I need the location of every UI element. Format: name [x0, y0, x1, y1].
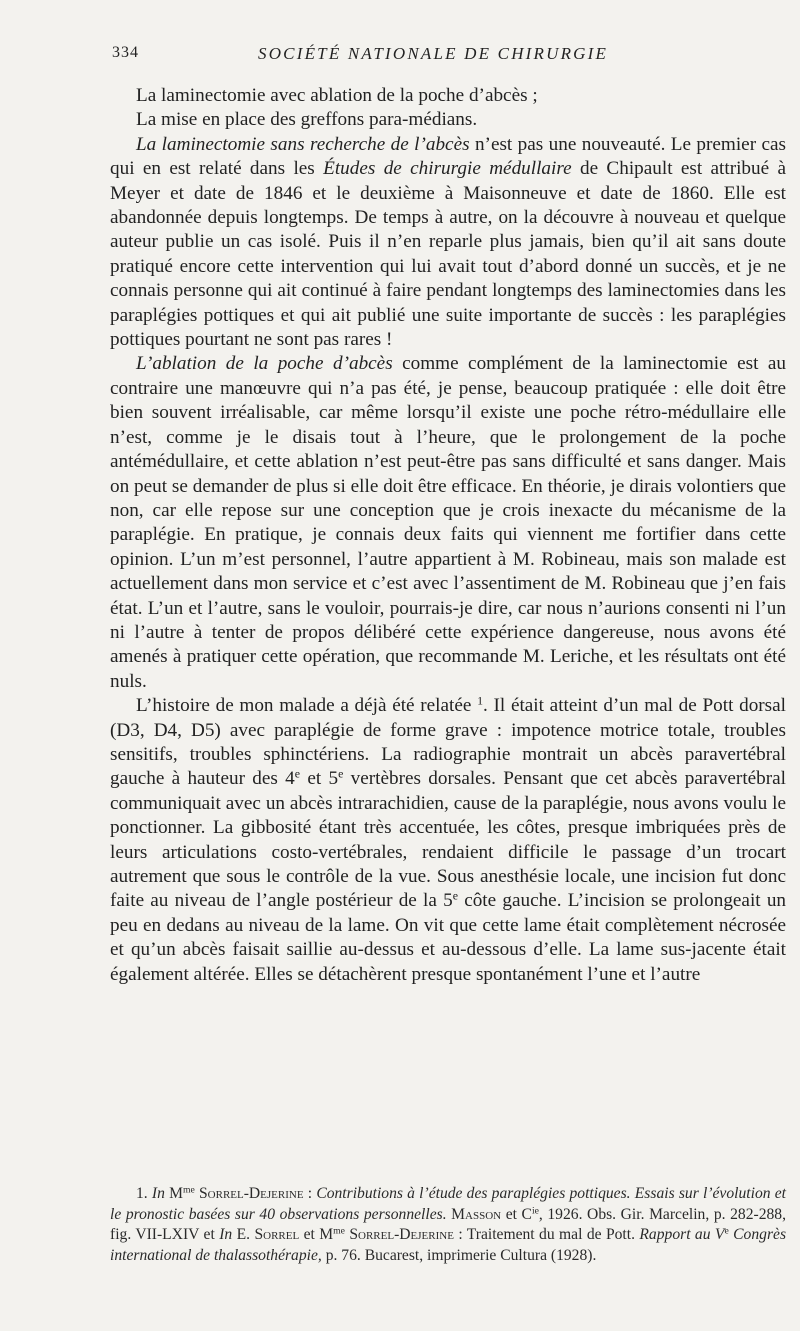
text-run: comme complément de la laminectomie est au contraire une manœuvre qui n’a pas été, je pense, beaucoup pratiquée : elle doit être bien souvent irréalisable, car même lorsqu’il existe une poche rétro-médullaire elle n’est, comme je le disais tout à l’heure, que le prolongement de la poche antémédullaire, et cette ablation n’est peut-être pas sans difficulté et sans danger. Mais on peut se demander de plus si elle doit être efficace. En théorie, je dirais volontiers que non, car elle repose sur une conception que je crois inexacte du mécanisme de la paraplégie. En pratique, je connais deux faits qui viennent me fortifier dans cette opinion. L’un m’est personnel, l’autre appartient à M. Robineau, mais son malade est actuellement dans mon service et c’est avec l’assentiment de M. Robineau que j’en fais état. L’un et l’autre, sans le vouloir, pourrais-je dire, car nous n’aurions consenti ni l’un ni l’autre à tenter de propos délibéré cette expérience dangereuse, nous avons été amenés à pratiquer cette opération, que recommande M. Leriche, et les résultats ont été nuls.	[110, 353, 786, 692]
text-run: :	[303, 1185, 317, 1202]
paragraph-4	[110, 352, 786, 694]
ordinal-sup: e	[338, 766, 344, 781]
author-name: Sorrel	[254, 1226, 300, 1244]
running-title: SOCIÉTÉ NATIONALE DE CHIRURGIE	[258, 44, 609, 63]
italic-run: In	[219, 1226, 233, 1244]
italic-title: Congrès international de thalassothérapie,	[110, 1226, 787, 1264]
text-run: côte gauche. L’incision se prolongeait un peu en dedans au niveau de la lame. On vit que cette lame était complètement nécrosée et qu’un abcès faisait saillie au-dessus et au-dessous d’elle. La lame sus-jacente était également altérée. Elles se détachèrent presque spontanément l’une et l’autre	[110, 890, 787, 985]
italic-run: In	[151, 1185, 165, 1202]
footnote-number: 1.	[136, 1185, 152, 1202]
text-run: . Il était atteint d’un mal de Pott dorsal (D3, D4, D5) avec paraplégie de forme grave : impotence motrice totale, troubles sensitifs, troubles sphinctériens. La radiographie montrait un abcès paravertébral gauche à hauteur des 4	[110, 695, 786, 790]
italic-phrase: La laminectomie sans recherche de l’abcès	[136, 133, 470, 155]
ordinal-sup: e	[452, 888, 458, 903]
ordinal-sup: e	[294, 766, 301, 781]
text-run: : Traitement du mal de Pott.	[453, 1226, 640, 1244]
text-run: L’histoire de mon malade a déjà été relatée	[136, 695, 478, 717]
text-run: vertèbres dorsales. Pensant que cet abcès paravertébral communiquait avec un abcès intrarachidien, cause de la paraplégie, nous avons voulu le ponctionner. La gibbosité étant très accentuée, les côtes, presque imbriquées près de leurs articulations costo-vertébrales, rendaient difficile le passage d’un trocart autrement que sous le contrôle de la vue. Sous anesthésie locale, une incision fut donc faite au niveau de l’angle postérieur de la 5	[110, 768, 786, 912]
paragraph-1: La laminectomie avec ablation de la poche d’abcès ;	[136, 85, 538, 106]
text-run: n’est pas une nouveauté. Le premier cas qui en est relaté dans les	[110, 133, 786, 180]
author-name: Sorrel-Dejerine	[344, 1226, 454, 1244]
footnotes	[110, 1184, 786, 1266]
text-run: p. 76. Bucarest, imprimerie Cultura (1928).	[321, 1246, 597, 1264]
text-run: de Chipault est attribué à Meyer et date de 1846 et le deuxième à Maisonneuve et date de 1860. Elle est abandonnée depuis longtemps. De temps à autre, on la découvre à nouveau et quelque auteur publie un cas isolé. Puis il n’en reparle plus jamais, bien qu’il ait sans doute pratiqué encore cette intervention qui lui avait tout d’abord donné un succès, et je ne connais personne qui ait continué à faire pendant longtemps des laminectomies dans les paraplégies pottiques et qui ait publié une suite importante de succès : les paraplégies pottiques pourtant ne sont pas rares !	[110, 158, 786, 351]
italic-phrase: L’ablation de la poche d’abcès	[136, 353, 393, 375]
body-text	[110, 84, 786, 987]
sup-run: me	[182, 1184, 195, 1196]
text-run: M	[164, 1185, 183, 1202]
sup-run: e	[724, 1225, 729, 1237]
page-header	[112, 44, 792, 70]
text-run: et C	[501, 1205, 532, 1223]
author-name: Sorrel-Dejerine	[194, 1185, 304, 1202]
footnote-1	[110, 1184, 786, 1266]
italic-title: Contributions à l’étude des paraplégies pottiques. Essais sur l’évolution et le pronostic basées sur 40 observations personnelles.	[110, 1185, 786, 1223]
paragraph-2: La mise en place des greffons para-médians.	[136, 109, 478, 131]
text-run: , 1926. Obs. Gir. Marcelin, p. 282-288, fig. VII-LXIV et	[110, 1205, 786, 1244]
italic-book-title: Études de chirurgie médullaire	[323, 158, 572, 180]
sup-run: ie	[531, 1205, 539, 1217]
paragraph-3	[110, 133, 786, 353]
sup-run: me	[333, 1225, 345, 1237]
text-run: E.	[232, 1226, 255, 1244]
paragraph-5	[110, 694, 786, 987]
text-run: et 5	[300, 768, 339, 790]
footnote-ref: 1	[477, 693, 484, 708]
page-number: 334	[112, 44, 139, 61]
publisher-name: Masson	[446, 1205, 502, 1223]
italic-run: Rapport au V	[639, 1226, 725, 1244]
text-run: et M	[299, 1226, 334, 1244]
